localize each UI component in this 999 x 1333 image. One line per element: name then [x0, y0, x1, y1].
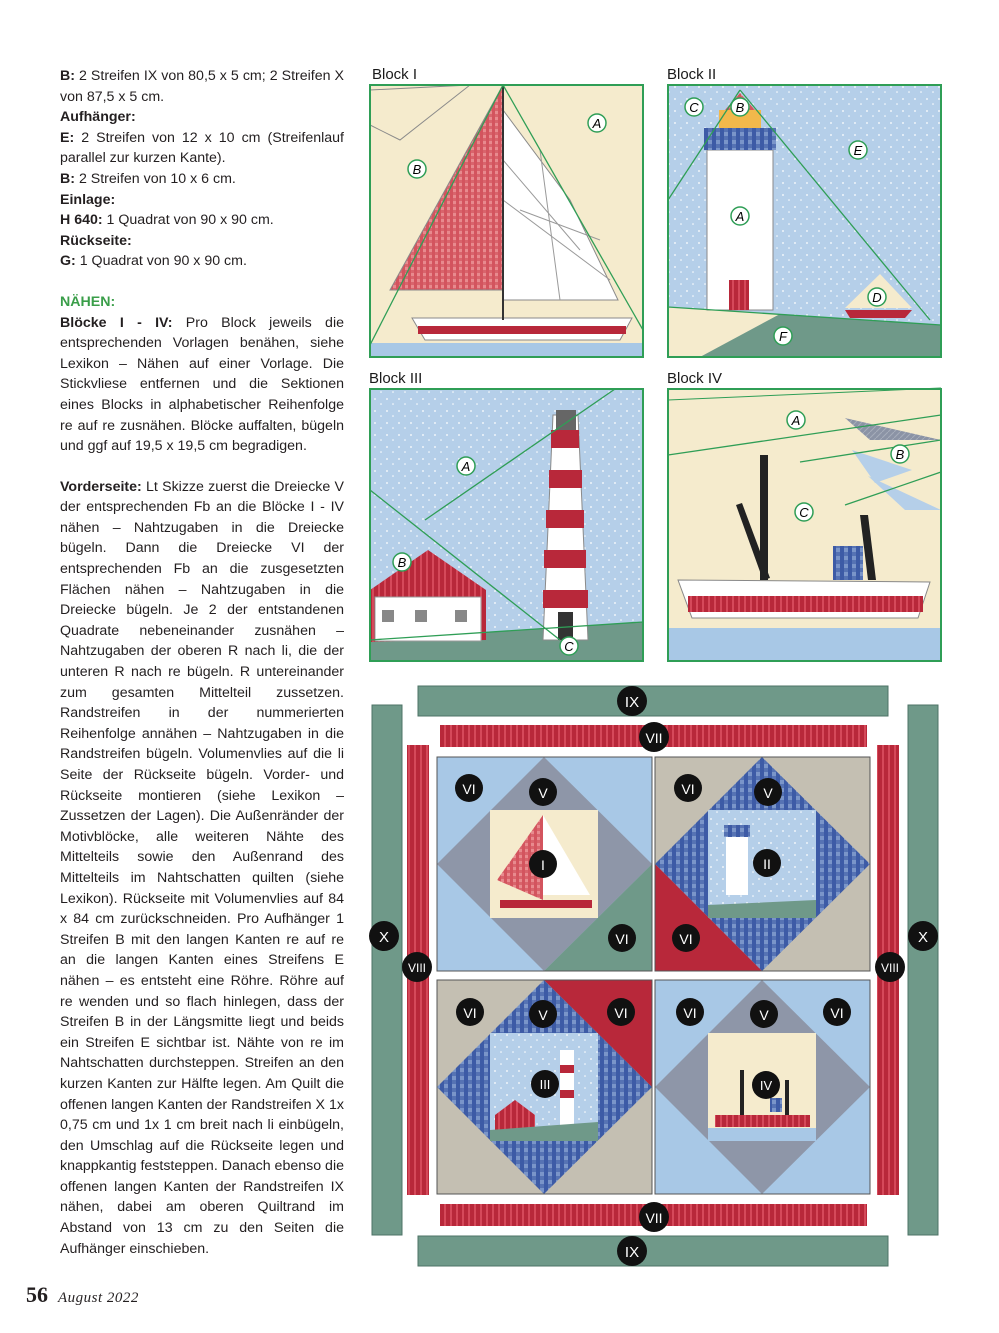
block-ii-label-e: E: [853, 143, 863, 158]
block-ii-title: Block II: [667, 66, 717, 83]
block-ii-diagram: [668, 85, 941, 357]
badge-vi-q3-b: VI: [614, 1005, 628, 1021]
badge-x-left: X: [378, 929, 390, 946]
badge-vi-q3-a: VI: [463, 1005, 477, 1021]
block-iv-diagram: [668, 388, 941, 661]
block-ii-label-d: D: [872, 290, 882, 305]
block-i-label-a: A: [592, 116, 602, 131]
block-iii-label-a: A: [461, 459, 471, 474]
heading-einlage: Einlage:: [60, 191, 116, 208]
heading-rueckseite: Rückseite:: [60, 232, 132, 249]
badge-v-q1: V: [538, 785, 548, 801]
badge-v-q4: V: [759, 1007, 769, 1023]
issue-date: August 2022: [58, 1290, 139, 1306]
block-ii-label-f: F: [779, 329, 787, 344]
badge-viii-left: VIII: [407, 961, 427, 975]
block-iv-label-a: A: [791, 413, 801, 428]
block-i-label-b: B: [412, 162, 422, 177]
badge-x-right: X: [917, 929, 929, 946]
badge-vi-q1-a: VI: [462, 781, 476, 797]
badge-vi-q2-a: VI: [681, 781, 695, 797]
paragraph-b2: B: 2 Streifen von 10 x 6 cm.: [60, 170, 236, 187]
quilt-layout-diagram: [372, 686, 938, 1266]
paragraph-g: G: 1 Quadrat von 90 x 90 cm.: [60, 253, 247, 270]
badge-ix-top: IX: [624, 694, 640, 711]
block-iii-label-c: C: [564, 639, 574, 654]
page-number: 56: [26, 1282, 48, 1307]
badge-vi-q4-a: VI: [683, 1005, 697, 1021]
block-iii-title: Block III: [369, 370, 423, 387]
block-ii-label-a: A: [735, 209, 745, 224]
block-iv-label-c: C: [799, 505, 809, 520]
paragraph-bloecke: Blöcke I - IV: Pro Block jeweils die entsprechenden Vorlagen benähen, siehe Lexikon – Nähen auf einer Vorlage. Die Stickvliese entfernen und die Sektionen eines Blocks in alphabetischer Reihenfolge re auf re zusnähen. Blöcke auffalten, bügeln und ggf auf 19,5 x 19,5 cm begradigen.: [60, 314, 344, 455]
badge-v-q2: V: [763, 785, 773, 801]
badge-block-iii: III: [539, 1077, 551, 1092]
badge-vi-q2-b: VI: [679, 931, 693, 947]
badge-vii-bottom: VII: [645, 1210, 663, 1226]
badge-vi-q4-b: VI: [830, 1005, 844, 1021]
paragraph-vorderseite: Vorderseite: Lt Skizze zuerst die Dreiecke V der entsprechenden Fb an die Blöcke I - IV nähen – Nahtzugaben in die Dreiecke bügeln. Dann die Dreiecke VI der entsprechenden Fb an die zusgesetzten Flächen nähen – Nahtzugaben in die Dreiecke bügeln. Je 2 der entstandenen Quadrate nebeneinander zusnähen – Nahtzugaben der oberen R nach li, die der unteren R nach re bügeln. R untereinander zum gesamten Mittelteil zussetzen. Randstreifen in der nummerierten Reihenfolge annähen – Nahtzugaben in die Randstreifen bügeln. Volumenvlies auf die li Seite der Rückseite bügeln. Vorder- und Rückseite montieren (siehe Lexikon – Zussetzen der Lagen). Die Außenränder der Motivblöcke, alle weiteren Nähte des Mittelteils sowie den Außenrand des Mittelteils im Nahtschatten quilten (siehe Lexikon). Rückseite mit Volumenvlies auf 84 x 84 cm zurückschneiden. Pro Aufhänger 1 Streifen B mit den langen Kanten re auf re an die langen Kanten eines Streifens E nähen – es entsteht eine Röhre. Röhre auf re wenden und so flach hinlegen, dass der Streifen B in der Längsmitte liegt und beids ein Streifen E sichtbar ist. Nähte von re im Nahtschatten durchsteppen. Streifen an den kurzen Kanten zur Hälfte legen. Am Quilt die offenen langen Kanten der Randstreifen X 1x 0,75 cm und 1x 1 cm breit nach li einbügeln, den Umschlag auf die Rückseite legen und knappkantig feststeppen. Danach ebenso die offenen langen Kanten der Randstreifen IX nähen, dabei am oberen Quiltrand im Abstand von 13 cm zu den Seiten die Aufhänger einschieben.: [60, 478, 344, 1257]
badge-ix-bottom: IX: [624, 1244, 640, 1261]
badge-block-iv: IV: [759, 1078, 773, 1093]
badge-v-q3: V: [538, 1007, 548, 1023]
block-iii-label-b: B: [397, 555, 407, 570]
badge-vii-top: VII: [645, 730, 663, 746]
badge-block-i: I: [541, 857, 545, 873]
block-i-title: Block I: [372, 66, 418, 83]
heading-aufhaenger: Aufhänger:: [60, 109, 136, 126]
heading-naehen: NÄHEN:: [60, 293, 116, 310]
block-ii-label-c: C: [689, 100, 699, 115]
badge-vi-q1-b: VI: [615, 931, 629, 947]
page-footer: [26, 1282, 139, 1308]
block-iv-label-b: B: [895, 447, 905, 462]
block-i-diagram: [370, 85, 643, 357]
badge-block-ii: II: [763, 856, 771, 872]
badge-viii-right: VIII: [880, 961, 900, 975]
paragraph-b-strips: B: 2 Streifen IX von 80,5 x 5 cm; 2 Streifen X von 87,5 x 5 cm.: [60, 68, 344, 105]
block-ii-label-b: B: [735, 100, 745, 115]
block-iii-diagram: [370, 389, 643, 661]
block-iv-title: Block IV: [667, 370, 723, 387]
paragraph-h640: H 640: 1 Quadrat von 90 x 90 cm.: [60, 212, 274, 229]
paragraph-e: E: 2 Streifen von 12 x 10 cm (Streifenlauf parallel zur kurzen Kante).: [60, 129, 344, 167]
